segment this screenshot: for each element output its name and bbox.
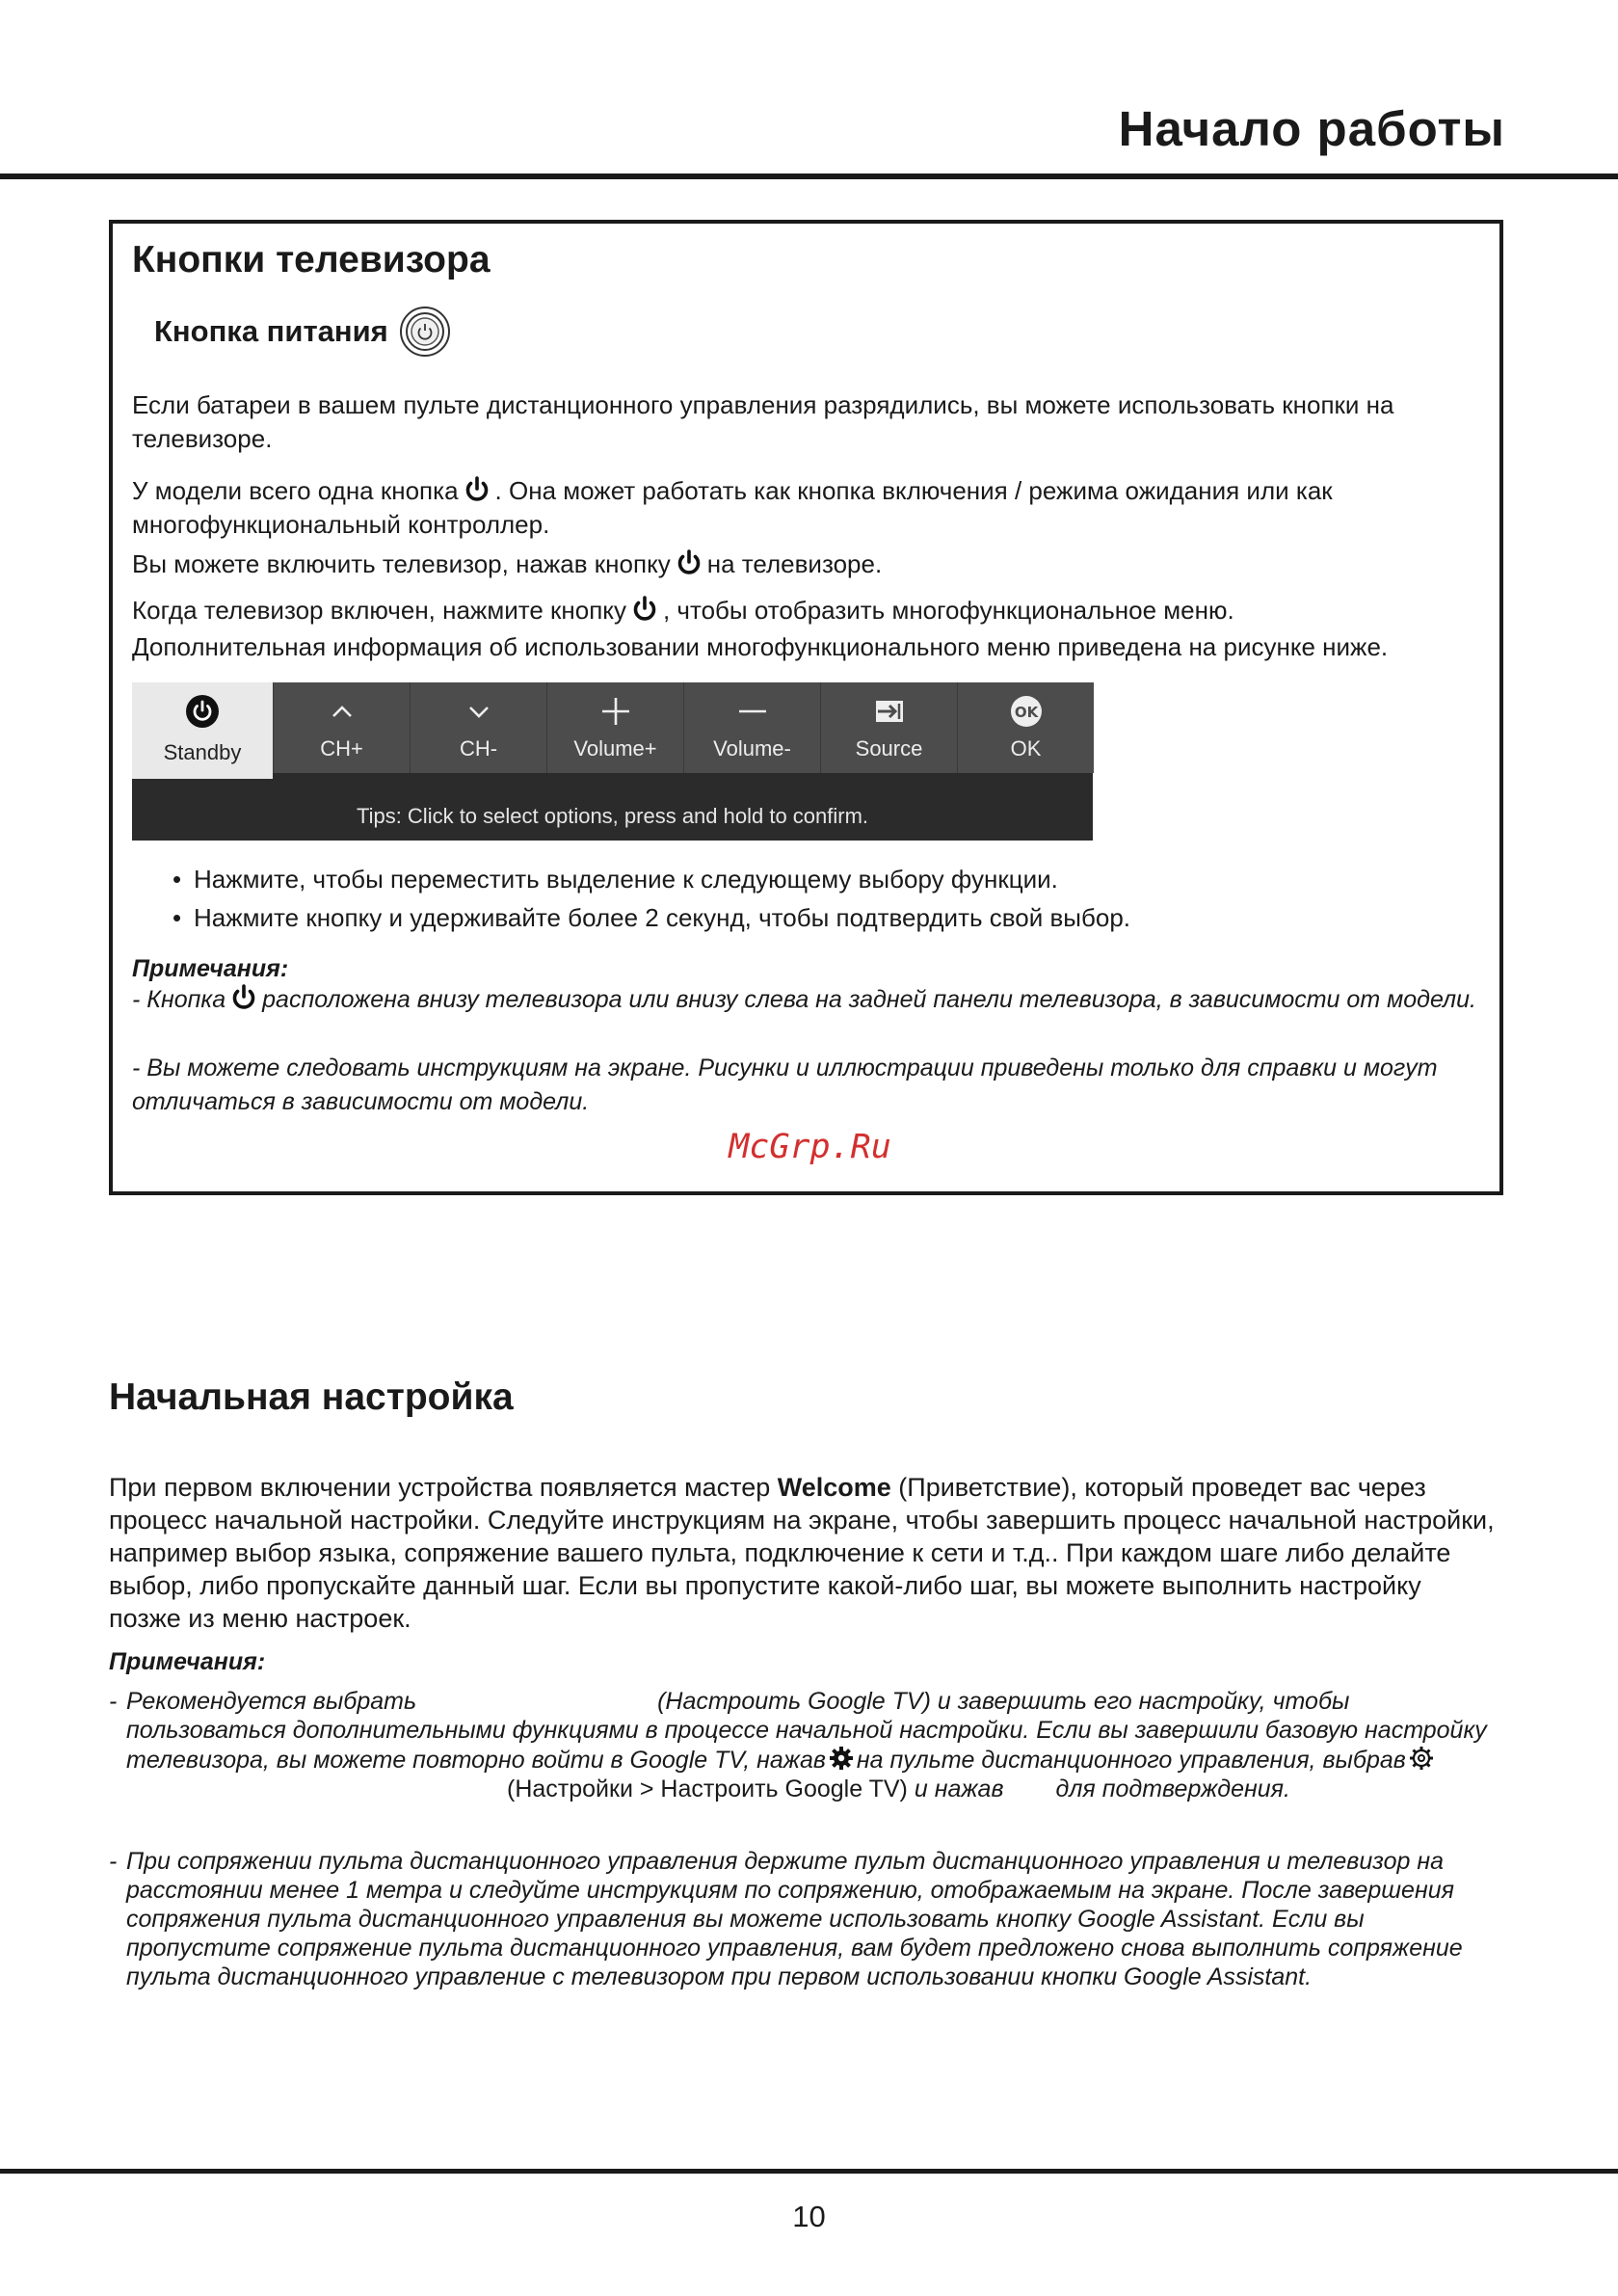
note-instructions: - Вы можете следовать инструкциям на экране. Рисунки и иллюстрации приведены только для справки и могут отличаться в зависимости от модели. bbox=[132, 1055, 1438, 1115]
menu-item-ch-plus[interactable] bbox=[273, 682, 410, 773]
power-button-icon bbox=[398, 305, 452, 359]
menu-instructions-list bbox=[172, 860, 1130, 937]
note-google-tv-text-b: (Настроить Google TV) и завершить его настройку, чтобы пользоваться дополнительными функциями в процессе начальной настройки. Если вы завершили базовую настройку телевизора, вы можете повторно войти в Google TV, нажав bbox=[126, 1688, 1487, 1774]
menu-item-source[interactable] bbox=[820, 682, 957, 773]
settings-outline-icon bbox=[1408, 1745, 1435, 1772]
note-google-tv bbox=[109, 1687, 1501, 1803]
page-number: 10 bbox=[792, 2200, 826, 2233]
note-power-location-text-a: - Кнопка bbox=[132, 986, 226, 1013]
note-remote-pairing-text: При сопряжении пульта дистанционного управления держите пульт дистанционного управления и телевизор на расстоянии менее 1 метра и следуйте инструкциям по сопряжению, отображаемым на экране. После завершения сопряжения пульта дистанционного управления вы можете использовать кнопку Google Assistant. Если вы пропустите сопряжение пульта дистанционного управления, вам будет предложено снова выполнить сопряжение пульта дистанционного управление с телевизором при первом использовании кнопки Google Assistant. bbox=[126, 1848, 1463, 1990]
paragraph-turn-on-text-a: Вы можете включить телевизор, нажав кнопку bbox=[132, 549, 671, 578]
footer-rule bbox=[0, 2169, 1618, 2174]
minus-icon bbox=[733, 692, 772, 731]
note-remote-pairing bbox=[109, 1847, 1501, 1991]
menu-item-label: Volume- bbox=[713, 736, 791, 761]
power-icon bbox=[229, 983, 258, 1012]
menu-item-ch-minus[interactable] bbox=[410, 682, 546, 773]
page-title: Начало работы bbox=[1118, 101, 1505, 156]
note-google-tv-text-f: для подтверждения. bbox=[1055, 1775, 1290, 1802]
power-icon bbox=[630, 595, 659, 624]
menu-item-label: Standby bbox=[163, 740, 242, 764]
paragraph-one-button-text-b: . Она может работать как кнопка включения / режима ожидания или как многофункциональный контроллер. bbox=[132, 476, 1333, 539]
paragraph-turn-on-text-b: на телевизоре. bbox=[706, 549, 883, 578]
multifunction-menu-items bbox=[132, 682, 1094, 773]
intro-text-b: (Приветствие), который проведет вас через процесс начальной настройки. Следуйте инструкциям на экране, чтобы завершить процесс начальной настройки, например выбор языка, сопряжение вашего пульта, подключение к сети и т.д.. При каждом шаге либо делайте выбор, либо пропускайте данный шаг. Если вы пропустите какой-либо шаг, вы можете выполнить настройку позже из меню настроек. bbox=[109, 1473, 1495, 1633]
svg-text:OK: OK bbox=[1014, 704, 1038, 721]
paragraph-show-menu-text-a: Когда телевизор включен, нажмите кнопку bbox=[132, 596, 626, 625]
list-item: • Нажмите, чтобы переместить выделение к следующему выбору функции. bbox=[172, 860, 1130, 898]
ok-icon bbox=[1007, 692, 1046, 731]
notes-title: Примечания: bbox=[109, 1648, 266, 1675]
note-google-tv-text-a: Рекомендуется выбрать bbox=[126, 1688, 417, 1715]
paragraph-one-button-text-a: У модели всего одна кнопка bbox=[132, 476, 459, 505]
menu-item-label: Source bbox=[855, 736, 923, 761]
paragraph-turn-on bbox=[132, 547, 1481, 581]
chevron-down-icon bbox=[460, 692, 498, 731]
note-google-tv-text bbox=[109, 1687, 1501, 1803]
menu-item-label: CH- bbox=[459, 736, 498, 761]
gear-icon bbox=[828, 1745, 855, 1772]
power-icon bbox=[463, 475, 491, 504]
menu-item-label: CH+ bbox=[320, 736, 363, 761]
multifunction-menu bbox=[132, 682, 1093, 841]
menu-item-label: Volume+ bbox=[573, 736, 657, 761]
note-dash: - bbox=[109, 1848, 118, 1875]
power-icon bbox=[183, 692, 222, 731]
watermark: McGrp.Ru bbox=[729, 1128, 891, 1166]
power-icon bbox=[675, 548, 703, 577]
initial-setup-heading: Начальная настройка bbox=[109, 1376, 514, 1418]
menu-item-standby[interactable] bbox=[132, 682, 273, 779]
note-dash: - bbox=[109, 1688, 118, 1715]
paragraph-one-button bbox=[132, 474, 1481, 542]
intro-text-a: При первом включении устройства появляется мастер bbox=[109, 1473, 778, 1502]
header-rule bbox=[0, 174, 1618, 179]
note-power-location-text-b: расположена внизу телевизора или внизу слева на задней панели телевизора, в зависимости от модели. bbox=[262, 986, 1476, 1013]
chevron-up-icon bbox=[323, 692, 361, 731]
note-google-tv-text-c: на пульте дистанционного управления, выбрав bbox=[856, 1747, 1406, 1774]
paragraph-show-menu bbox=[132, 594, 1481, 627]
menu-item-label: OK bbox=[1010, 736, 1042, 761]
paragraph-batteries: Если батареи в вашем пульте дистанционного управления разрядились, вы можете использовать кнопки на телевизоре. bbox=[132, 390, 1394, 453]
paragraph-show-menu-text-b: , чтобы отобразить многофункциональное меню. bbox=[662, 596, 1234, 625]
menu-tips: Tips: Click to select options, press and hold to confirm. bbox=[356, 804, 869, 828]
intro-welcome: Welcome bbox=[777, 1473, 891, 1502]
list-item: • Нажмите кнопку и удерживайте более 2 секунд, чтобы подтвердить свой выбор. bbox=[172, 898, 1130, 937]
paragraph-more-info: Дополнительная информация об использовании многофункционального меню приведена на рисунке ниже. bbox=[132, 632, 1389, 661]
note-google-tv-text-e: и нажав bbox=[914, 1775, 1004, 1802]
menu-item-volume-plus[interactable] bbox=[546, 682, 683, 773]
note-google-tv-text-d: (Настройки > Настроить Google TV) bbox=[507, 1775, 908, 1802]
tv-buttons-box bbox=[109, 220, 1503, 1195]
power-button-label: Кнопка питания bbox=[154, 314, 388, 348]
plus-icon bbox=[597, 692, 635, 731]
initial-setup-intro bbox=[109, 1471, 1497, 1635]
menu-item-volume-minus[interactable] bbox=[683, 682, 820, 773]
menu-item-ok[interactable] bbox=[957, 682, 1094, 773]
note-power-location bbox=[132, 983, 1491, 1017]
power-button-label-row bbox=[154, 305, 452, 359]
notes-title: Примечания: bbox=[132, 955, 289, 982]
source-icon bbox=[870, 692, 909, 731]
tv-buttons-heading: Кнопки телевизора bbox=[132, 239, 491, 280]
